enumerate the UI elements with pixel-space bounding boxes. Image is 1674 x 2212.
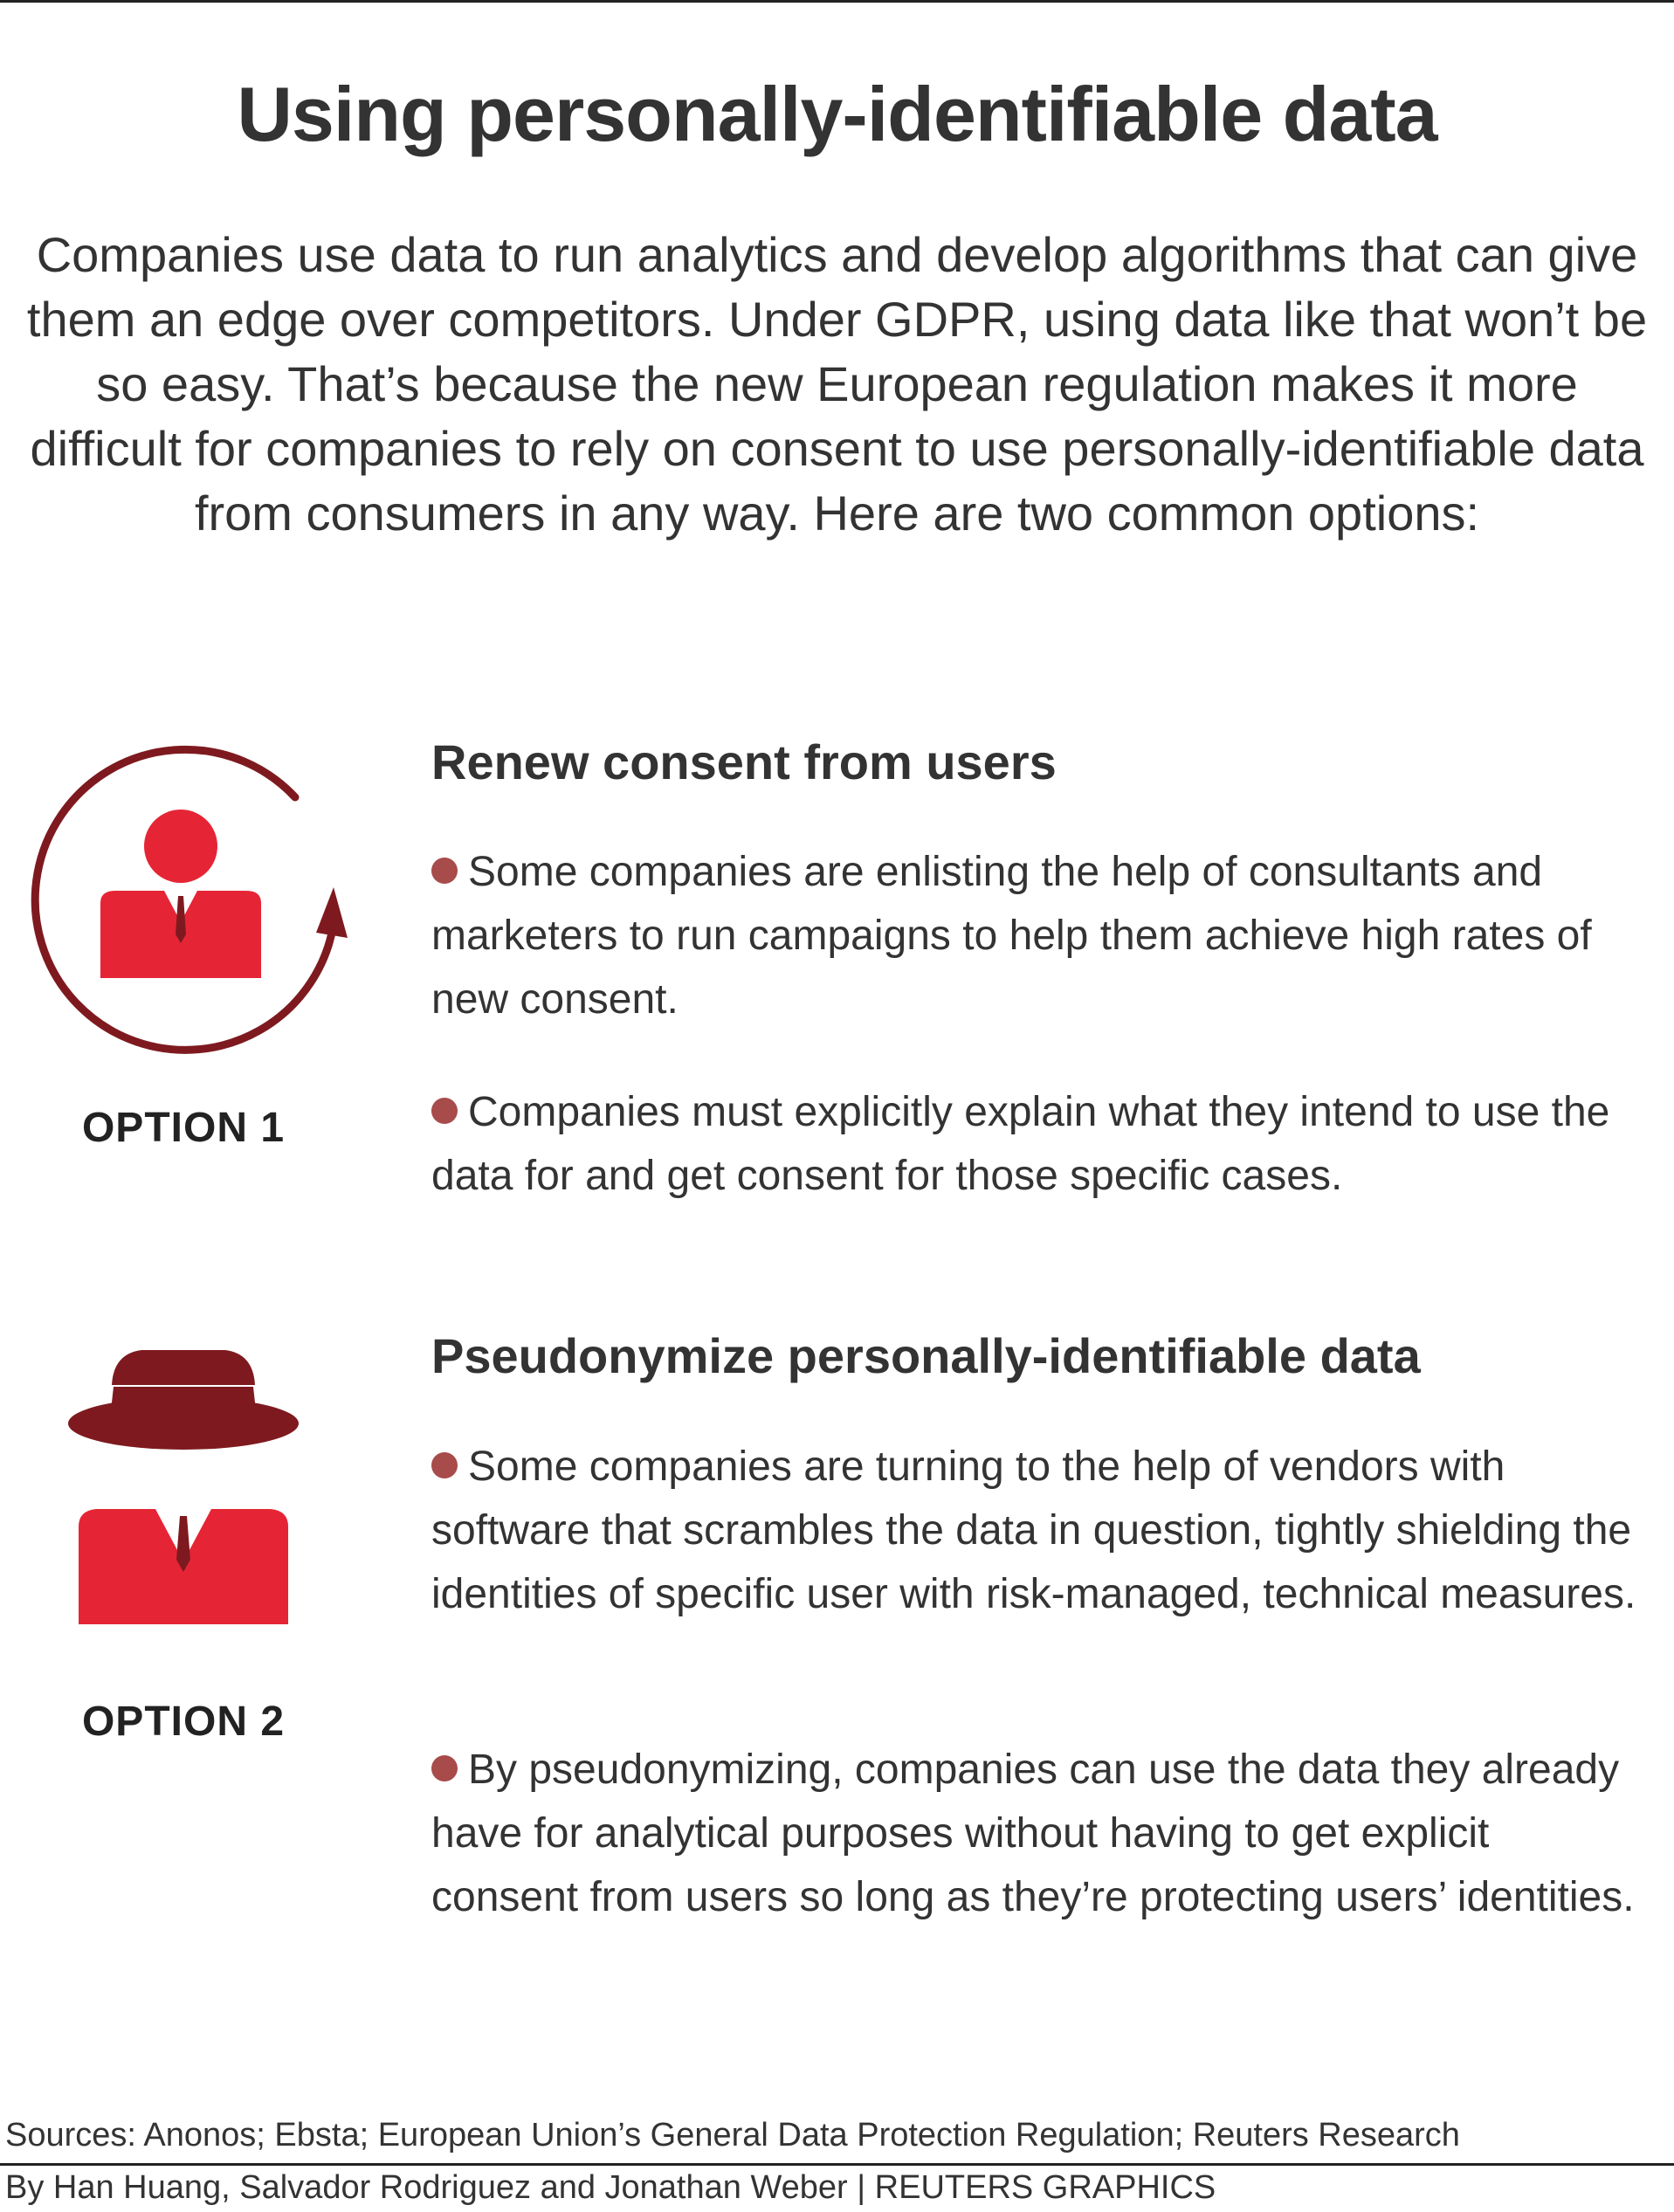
option-1-heading: Renew consent from users (431, 734, 1057, 789)
option-2-heading: Pseudonymize personally-identifiable data (431, 1328, 1421, 1383)
option-1-bullet-1: Some companies are enlisting the help of consultants and marketers to run campaigns to help them achieve high rates of new consent. (431, 849, 1592, 1023)
page-title: Using personally-identifiable data (237, 71, 1437, 157)
bullet-dot (431, 1755, 458, 1781)
option-1-bullet-2: Companies must explicitly explain what they intend to use the data for and get consent for those specific cases. (431, 1089, 1610, 1199)
credit-line: By Han Huang, Salvador Rodriguez and Jonathan Weber | REUTERS GRAPHICS (5, 2169, 1216, 2206)
option-2-bullet-2: By pseudonymizing, companies can use the data they already have for analytical purposes without having to get explicit consent from users so long as they’re protecting users’ identities. (431, 1747, 1635, 1920)
bullet-dot (431, 1098, 458, 1124)
footer-rule (0, 2163, 1674, 2166)
bullet-dot (431, 1452, 458, 1478)
person-renew-icon (17, 741, 349, 1072)
sources-line: Sources: Anonos; Ebsta; European Union’s General Data Protection Regulation; Reuters Research (5, 2117, 1460, 2153)
option-2-bullet-1: Some companies are turning to the help of vendors with software that scrambles the data in question, tightly shielding the identities of specific user with risk-managed, technical measures. (431, 1444, 1636, 1617)
intro-paragraph: Companies use data to run analytics and develop algorithms that can give them an edge over competitors. Under GDPR, using data like that won’t be so easy. That’s because the new European regulation makes it more difficult for companies to rely on consent to use personally-identifiable data from consumers in any way. Here are two common options: (26, 227, 1648, 541)
top-rule (0, 0, 1674, 3)
hat-incognito-icon (61, 1343, 306, 1627)
bullet-dot (431, 858, 458, 884)
option-1-label: OPTION 1 (81, 1105, 286, 1151)
option-2-label: OPTION 2 (81, 1699, 286, 1745)
